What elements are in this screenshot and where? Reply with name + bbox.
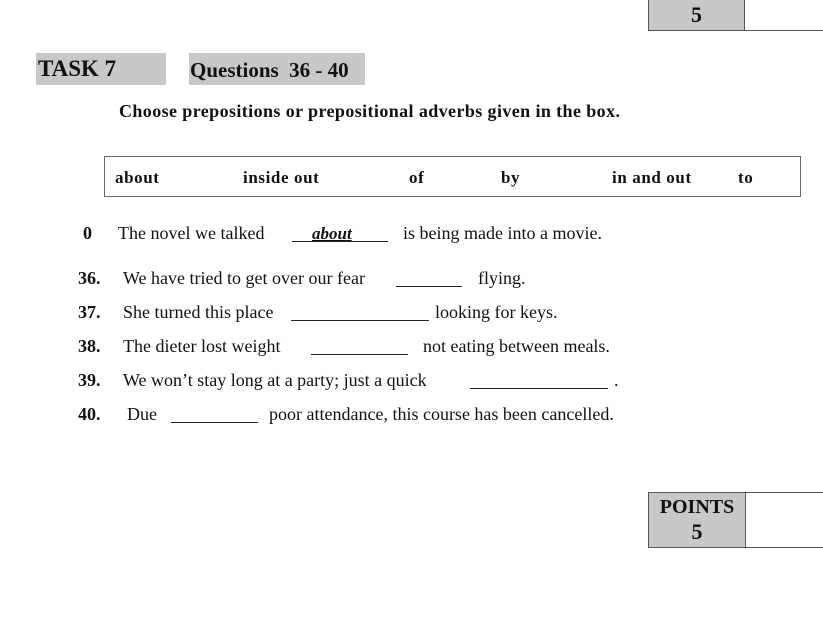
question-text-before: Due [127,404,157,424]
top-score-blank-cell [745,0,823,31]
points-value: 5 [691,519,703,544]
points-label-cell [648,492,746,548]
question-row [0,268,823,292]
question-text-after: flying. [478,268,526,288]
question-text-before: We have tried to get over our fear [123,268,365,288]
question-row [0,336,823,360]
points-label: POINTS [659,496,735,518]
top-score-value: 5 [648,0,745,31]
questions-range: Questions 36 - 40 [189,53,365,85]
question-row [0,302,823,326]
answer-blank[interactable] [171,406,258,423]
word-box [104,156,801,197]
top-score-box [648,0,823,31]
example-answer: about [312,224,352,243]
word-option: to [738,168,754,187]
word-option: of [409,168,425,187]
question-text-after: . [614,370,619,390]
answer-blank[interactable] [396,270,462,287]
question-text-after: looking for keys. [435,302,558,322]
example-number: 0 [83,223,92,243]
question-number: 39. [78,370,101,390]
question-number: 36. [78,268,101,288]
answer-blank[interactable] [311,338,408,355]
question-text-after: poor attendance, this course has been cancelled. [269,404,614,424]
answer-blank[interactable] [470,372,608,389]
question-text-after: not eating between meals. [423,336,610,356]
task-title: TASK 7 [36,53,166,85]
question-row [0,370,823,394]
instruction-text: Choose prepositions or prepositional adverbs given in the box. [119,101,621,121]
question-row [0,404,823,428]
example-text-before: The novel we talked [118,223,265,243]
example-text-after: is being made into a movie. [403,223,602,243]
word-option: about [115,168,160,187]
question-number: 38. [78,336,101,356]
points-score-cell[interactable] [746,492,823,548]
points-box [648,492,823,548]
question-text-before: We won’t stay long at a party; just a quick [123,370,427,390]
question-number: 40. [78,404,101,424]
word-option: by [501,168,521,187]
word-option: in and out [612,168,692,187]
question-text-before: The dieter lost weight [123,336,281,356]
answer-blank[interactable] [291,304,429,321]
question-text-before: She turned this place [123,302,274,322]
word-option: inside out [243,168,320,187]
question-number: 37. [78,302,101,322]
